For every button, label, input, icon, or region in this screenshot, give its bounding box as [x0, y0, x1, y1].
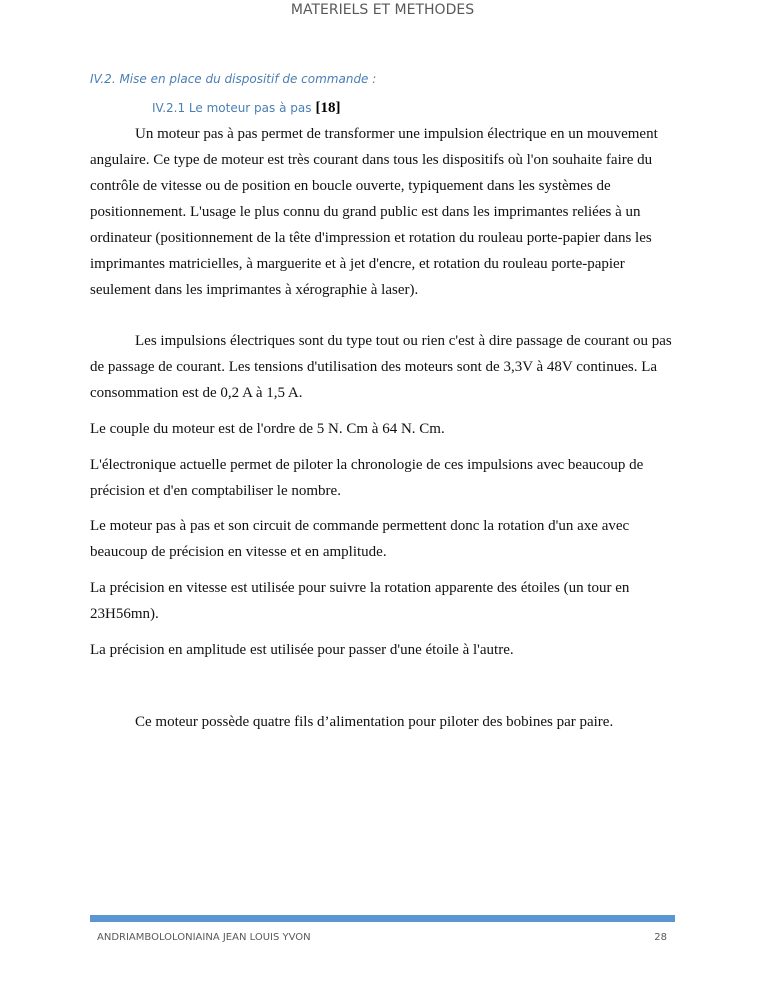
- citation-reference: [18]: [315, 100, 341, 116]
- paragraph-wires: Ce moteur possède quatre fils d’alimentation pour piloter des bobines par paire.: [135, 714, 614, 730]
- paragraph-speed-precision: La précision en vitesse est utilisée pour suivre la rotation apparente des étoiles (un tour en 23H56mn).: [90, 580, 630, 622]
- paragraph-intro: Un moteur pas à pas permet de transformer une impulsion électrique en un mouvement angulaire. Ce type de moteur est très courant dans tous les dispositifs où l'on souhaite faire du contrôle de vitesse ou de position en boucle ouverte, typiquement dans les systèmes de positionnement. L'usage le plus connu du grand public est dans les imprimantes reliées à un ordinateur (positionnement de la tête d'impression et rotation du rouleau porte-papier dans les imprimantes matricielles, à marguerite et à jet d'encre, et rotation du rouleau porte-papier seulement dans les imprimantes à xérographie à laser).: [90, 126, 658, 298]
- page-header-title: MATERIELS ET METHODES: [290, 2, 475, 18]
- footer-divider: [90, 915, 675, 922]
- footer-author: ANDRIAMBOLOLONIAINA JEAN LOUIS YVON: [97, 932, 311, 943]
- paragraph-torque: Le couple du moteur est de l'ordre de 5 N. Cm à 64 N. Cm.: [90, 421, 445, 437]
- paragraph-rotation: Le moteur pas à pas et son circuit de commande permettent donc la rotation d'un axe avec beaucoup de précision en vitesse et en amplitude.: [90, 518, 630, 560]
- paragraph-impulses: Les impulsions électriques sont du type tout ou rien c'est à dire passage de courant ou pas de passage de courant. Les tensions d'utilisation des moteurs sont de 3,3V à 48V continues. La consommation est de 0,2 A à 1,5 A.: [90, 333, 672, 401]
- page-number: 28: [654, 932, 667, 943]
- section-heading: IV.2. Mise en place du dispositif de commande :: [90, 72, 377, 86]
- subsection-heading-text: IV.2.1 Le moteur pas à pas: [152, 101, 312, 115]
- subsection-heading: [152, 99, 341, 117]
- paragraph-electronics: L'électronique actuelle permet de piloter la chronologie de ces impulsions avec beaucoup de précision et d'en comptabiliser le nombre.: [90, 457, 644, 499]
- paragraph-amplitude-precision: La précision en amplitude est utilisée pour passer d'une étoile à l'autre.: [90, 642, 514, 658]
